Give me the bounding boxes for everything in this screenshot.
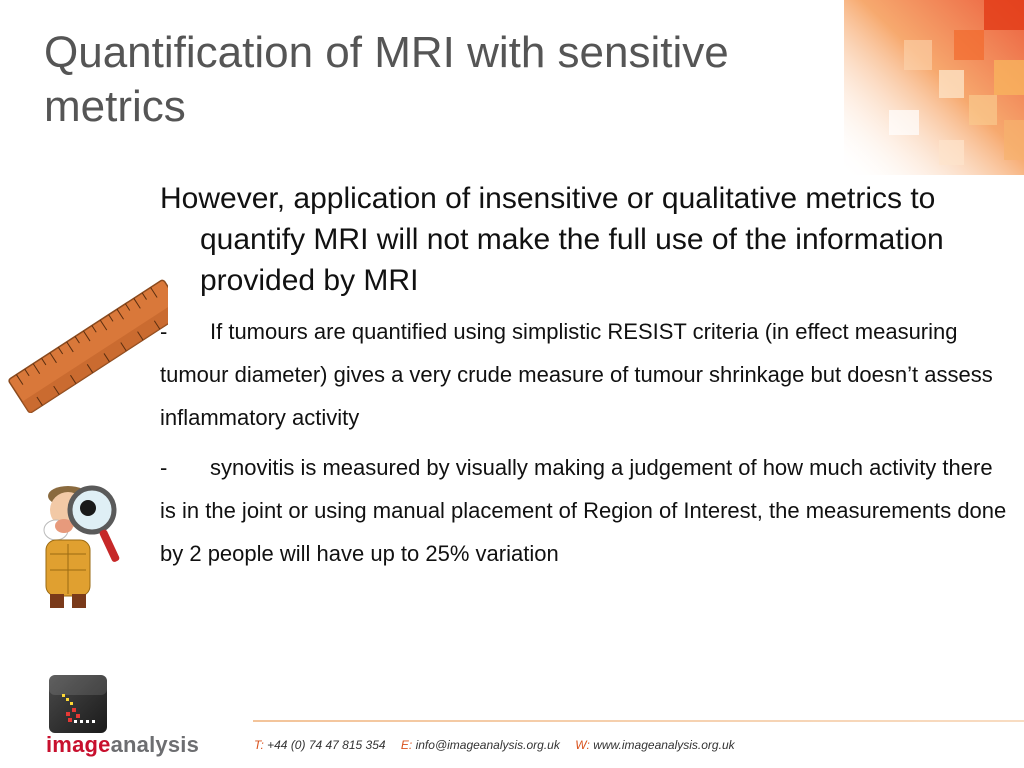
footer-contact — [254, 738, 735, 752]
corner-mosaic-decoration — [844, 0, 1024, 175]
email-link[interactable]: info@imageanalysis.org.uk — [415, 738, 560, 752]
slide-title: Quantification of MRI with sensitive metrics — [44, 28, 729, 131]
imageanalysis-logo-icon — [48, 674, 108, 734]
bullet-text: synovitis is measured by visually making a judgement of how much activity there is in the joint or using manual placement of Region of Interest, the measurements done by 2 people will have up to 25% variation — [160, 455, 1007, 566]
brand-wordmark-part1: image — [46, 732, 111, 757]
lead-paragraph: However, application of insensitive or qualitative metrics to quantify MRI will not make the full use of the information provided by MRI — [160, 182, 944, 297]
email-key: E: — [400, 738, 413, 752]
bullet-marker: - — [160, 455, 168, 480]
website-link[interactable]: www.imageanalysis.org.uk — [593, 738, 735, 752]
phone-key: T: — [254, 738, 264, 752]
bullet-item — [160, 446, 1010, 575]
phone-number: +44 (0) 74 47 815 354 — [267, 738, 386, 752]
bullet-marker: - — [160, 319, 168, 344]
bullet-item — [160, 310, 1010, 439]
detective-magnifier-icon — [28, 474, 130, 614]
web-key: W: — [575, 738, 590, 752]
ruler-icon — [0, 268, 168, 413]
brand-wordmark — [46, 732, 199, 758]
footer-divider — [253, 720, 1024, 722]
brand-wordmark-part2: analysis — [110, 732, 200, 757]
bullet-text: If tumours are quantified using simplistic RESIST criteria (in effect measuring tumour diameter) gives a very crude measure of tumour shrinkage but doesn’t assess inflammatory activity — [160, 319, 993, 430]
